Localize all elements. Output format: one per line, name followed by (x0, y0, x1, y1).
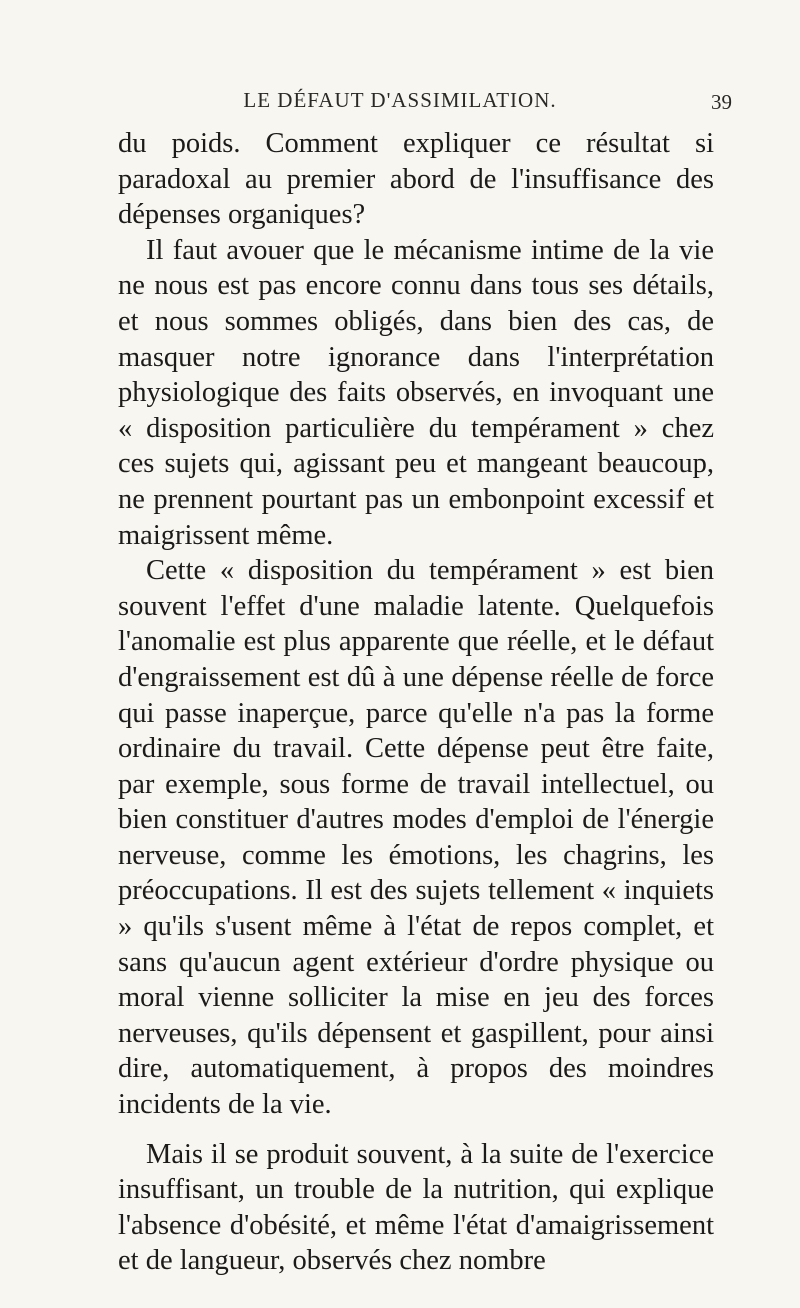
paragraph: Il faut avouer que le mécanisme intime de la vie ne nous est pas encore connu dans tous ses détails, et nous sommes obligés, dans bien des cas, de masquer notre ignorance dans l'interprétation physiologique des faits observés, en invoquant une « disposition particulière du tempérament » chez ces sujets qui, agissant peu et mangeant beaucoup, ne prennent pourtant pas un embonpoint excessif et maigrissent même. (118, 234, 714, 551)
paragraph-continuation: du poids. Comment expliquer ce résultat si paradoxal au premier abord de l'insuffisance des dépenses organiques? (118, 128, 714, 231)
running-head (0, 88, 800, 116)
body-text (118, 126, 714, 1279)
page-number: 39 (711, 90, 732, 114)
paragraph: Cette « disposition du tempérament » est bien souvent l'effet d'une maladie latente. Quelquefois l'anomalie est plus apparente que réelle, et le défaut d'engraissement est dû à une dépense réelle de force qui passe inaperçue, parce qu'elle n'a pas la forme ordinaire du travail. Cette dépense peut être faite, par exemple, sous forme de travail intellectuel, ou bien constituer d'autres modes d'emploi de l'énergie nerveuse, comme les émotions, les chagrins, les préoccupations. Il est des sujets tellement « inquiets » qu'ils s'usent même à l'état de repos complet, et sans qu'aucun agent extérieur d'ordre physique ou moral vienne solliciter la mise en jeu des forces nerveuses, qu'ils dépensent et gaspillent, pour ainsi dire, automatiquement, à propos des moindres incidents de la vie. (118, 555, 714, 1121)
running-title: LE DÉFAUT D'ASSIMILATION. (243, 88, 557, 112)
paragraph: Mais il se produit souvent, à la suite de l'exercice insuffisant, un trouble de la nutrition, qui explique l'absence d'obésité, et même l'état d'amaigrissement et de langueur, observés chez nombre (118, 1138, 714, 1277)
